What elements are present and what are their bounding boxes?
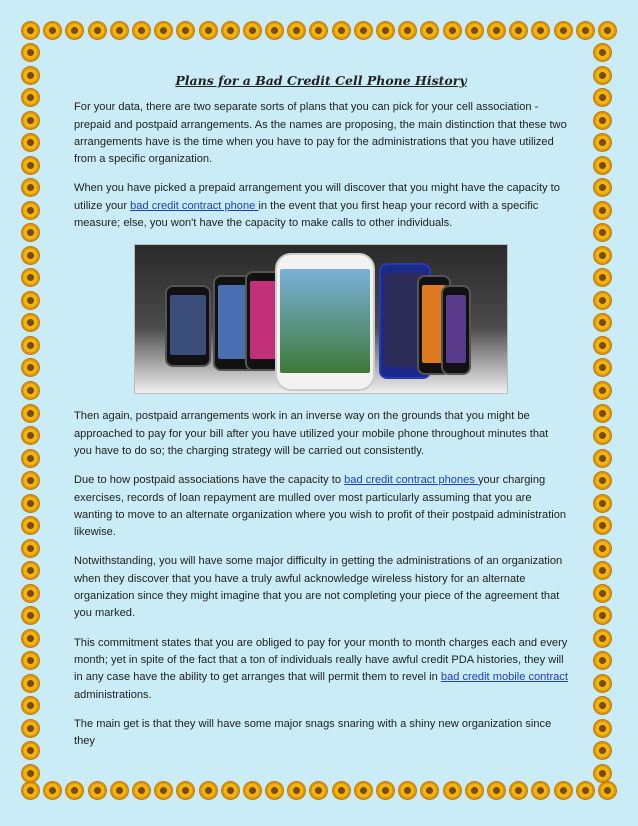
flower-border-icon bbox=[22, 247, 39, 264]
flower-border-icon bbox=[155, 782, 172, 799]
flower-border-icon bbox=[266, 782, 283, 799]
flower-border-icon bbox=[466, 782, 483, 799]
flower-border-icon bbox=[22, 720, 39, 737]
paragraph-2-text-before: When you have picked a prepaid arrangement you will discover that you might have the capacity to utilize your bbox=[74, 182, 560, 212]
paragraph-1 bbox=[74, 99, 568, 168]
flower-border-icon bbox=[133, 782, 150, 799]
flower-border-icon bbox=[599, 22, 616, 39]
flower-border-icon bbox=[177, 22, 194, 39]
flower-border-icon bbox=[22, 782, 39, 799]
flower-border-icon bbox=[22, 675, 39, 692]
flower-border-icon bbox=[555, 782, 572, 799]
flower-border-icon bbox=[22, 652, 39, 669]
flower-border-icon bbox=[594, 337, 611, 354]
paragraph-7-text: The main get is that they will have some major snags snaring with a shiny new organization since they bbox=[74, 717, 552, 748]
flower-border-icon bbox=[399, 782, 416, 799]
flower-border-icon bbox=[89, 22, 106, 39]
flower-border-icon bbox=[594, 540, 611, 557]
flower-border-icon bbox=[266, 22, 283, 39]
flower-border-icon bbox=[594, 630, 611, 647]
flower-border-icon bbox=[594, 405, 611, 422]
flower-border-icon bbox=[532, 22, 549, 39]
flower-border-icon bbox=[200, 782, 217, 799]
flower-border-icon bbox=[22, 224, 39, 241]
phone-image-4 bbox=[275, 253, 375, 391]
flower-border-icon bbox=[22, 157, 39, 174]
document-title: Plans for a Bad Credit Cell Phone History bbox=[175, 73, 467, 88]
flower-border-icon bbox=[22, 472, 39, 489]
flower-border-icon bbox=[594, 314, 611, 331]
paragraph-6-text-after: administrations. bbox=[74, 688, 152, 701]
flower-border-icon bbox=[594, 427, 611, 444]
flower-border-icon bbox=[22, 292, 39, 309]
flower-border-icon bbox=[399, 22, 416, 39]
flower-border-icon bbox=[222, 782, 239, 799]
flower-border-icon bbox=[244, 22, 261, 39]
flower-border-icon bbox=[22, 765, 39, 782]
flower-border-icon bbox=[594, 157, 611, 174]
flower-border-icon bbox=[22, 495, 39, 512]
phone-image-1 bbox=[165, 285, 211, 367]
flower-border-icon bbox=[111, 22, 128, 39]
flower-border-icon bbox=[444, 782, 461, 799]
flower-border-icon bbox=[22, 427, 39, 444]
flower-border-icon bbox=[594, 292, 611, 309]
flower-border-icon bbox=[288, 782, 305, 799]
flower-border-icon bbox=[155, 22, 172, 39]
flower-border-icon bbox=[111, 782, 128, 799]
flower-border-icon bbox=[594, 202, 611, 219]
paragraph-5-text: Notwithstanding, you will have some major difficulty in getting the administrations of an organization when they discover that you have a truly awful acknowledge wireless history for an alternate organization since they might imagine that you are not completing your piece of the agreement that you marked. bbox=[74, 555, 563, 620]
flower-border-icon bbox=[532, 782, 549, 799]
border-bottom bbox=[22, 782, 616, 804]
flower-border-icon bbox=[22, 630, 39, 647]
flower-border-icon bbox=[22, 134, 39, 151]
flower-border-icon bbox=[22, 89, 39, 106]
flower-border-icon bbox=[222, 22, 239, 39]
flower-border-icon bbox=[594, 585, 611, 602]
flower-border-icon bbox=[594, 382, 611, 399]
flower-border-icon bbox=[310, 782, 327, 799]
flower-border-icon bbox=[22, 179, 39, 196]
link-bad-credit-contract-phone[interactable]: bad credit contract phone bbox=[130, 199, 259, 212]
paragraph-7 bbox=[74, 716, 568, 751]
flower-border-icon bbox=[594, 67, 611, 84]
flower-border-icon bbox=[594, 134, 611, 151]
flower-border-icon bbox=[594, 495, 611, 512]
flower-border-icon bbox=[577, 22, 594, 39]
flower-border-icon bbox=[22, 337, 39, 354]
flower-border-icon bbox=[594, 562, 611, 579]
flower-border-icon bbox=[44, 782, 61, 799]
flower-border-icon bbox=[594, 89, 611, 106]
paragraph-1-text: For your data, there are two separate sorts of plans that you can pick for your cell association - prepaid and postpaid arrangements. As the names are proposing, the main distinction that these two arrangements have is the time when you have to pay for the administrations that you have utilized from a specific organization. bbox=[74, 101, 567, 166]
document-page bbox=[74, 68, 568, 762]
paragraph-2-text-after: in the event that you first heap your record with a specific measure; else, you won't have the capacity to make calls to other individuals. bbox=[74, 199, 539, 230]
flower-border-icon bbox=[510, 22, 527, 39]
flower-border-icon bbox=[333, 22, 350, 39]
flower-border-icon bbox=[594, 112, 611, 129]
paragraph-4-text-before: Due to how postpaid associations have the capacity to bbox=[74, 474, 345, 487]
flower-border-icon bbox=[594, 247, 611, 264]
paragraph-6-text-before: This commitment states that you are obliged to pay for your month to month charges each and every month; yet in spite of the fact that a ton of individuals really have awful credit PDA histories, they will in any case have the ability to get arranges that will permit them to revel in bbox=[74, 636, 568, 684]
border-right bbox=[594, 44, 616, 782]
paragraph-5 bbox=[74, 553, 568, 622]
flower-border-icon bbox=[594, 472, 611, 489]
flower-border-icon bbox=[377, 22, 394, 39]
flower-border-icon bbox=[22, 742, 39, 759]
flower-border-icon bbox=[22, 697, 39, 714]
flower-border-icon bbox=[444, 22, 461, 39]
border-left bbox=[22, 44, 44, 782]
flower-border-icon bbox=[355, 782, 372, 799]
phone-image-7 bbox=[441, 285, 471, 375]
flower-border-icon bbox=[22, 22, 39, 39]
flower-border-icon bbox=[594, 607, 611, 624]
flower-border-icon bbox=[288, 22, 305, 39]
flower-border-icon bbox=[22, 44, 39, 61]
flower-border-icon bbox=[22, 585, 39, 602]
flower-border-icon bbox=[244, 782, 261, 799]
link-bad-credit-mobile-contract[interactable]: bad credit mobile contract bbox=[440, 671, 568, 684]
flower-border-icon bbox=[22, 67, 39, 84]
flower-border-icon bbox=[22, 359, 39, 376]
flower-border-icon bbox=[22, 202, 39, 219]
flower-border-icon bbox=[66, 22, 83, 39]
flower-border-icon bbox=[577, 782, 594, 799]
flower-border-icon bbox=[594, 269, 611, 286]
link-bad-credit-contract-phones[interactable]: bad credit contract phones bbox=[344, 474, 478, 487]
flower-border-icon bbox=[66, 782, 83, 799]
flower-border-icon bbox=[355, 22, 372, 39]
flower-border-icon bbox=[22, 405, 39, 422]
flower-border-icon bbox=[22, 517, 39, 534]
phones-image bbox=[134, 244, 508, 394]
flower-border-icon bbox=[488, 22, 505, 39]
border-top bbox=[22, 22, 616, 44]
flower-border-icon bbox=[133, 22, 150, 39]
flower-border-icon bbox=[594, 450, 611, 467]
flower-border-icon bbox=[594, 742, 611, 759]
flower-border-icon bbox=[421, 782, 438, 799]
flower-border-icon bbox=[594, 224, 611, 241]
flower-border-icon bbox=[466, 22, 483, 39]
flower-border-icon bbox=[44, 22, 61, 39]
paragraph-6 bbox=[74, 635, 568, 704]
flower-border-icon bbox=[22, 269, 39, 286]
paragraph-3-text: Then again, postpaid arrangements work in an inverse way on the grounds that you might be approached to pay for your bill after you have utilized your mobile phone throughout minutes that you have to do so; the charging strategy will be carried out consistently. bbox=[74, 410, 549, 457]
flower-border-icon bbox=[377, 782, 394, 799]
flower-border-icon bbox=[594, 675, 611, 692]
flower-border-icon bbox=[22, 540, 39, 557]
flower-border-icon bbox=[594, 517, 611, 534]
flower-border-icon bbox=[594, 44, 611, 61]
flower-border-icon bbox=[22, 450, 39, 467]
flower-border-icon bbox=[599, 782, 616, 799]
flower-border-icon bbox=[22, 562, 39, 579]
flower-border-icon bbox=[594, 652, 611, 669]
flower-border-icon bbox=[594, 179, 611, 196]
flower-border-icon bbox=[22, 607, 39, 624]
flower-border-icon bbox=[594, 765, 611, 782]
flower-border-icon bbox=[488, 782, 505, 799]
paragraph-4 bbox=[74, 472, 568, 541]
flower-border-icon bbox=[555, 22, 572, 39]
flower-border-icon bbox=[594, 697, 611, 714]
flower-border-icon bbox=[594, 359, 611, 376]
flower-border-icon bbox=[594, 720, 611, 737]
flower-border-icon bbox=[22, 112, 39, 129]
paragraph-2 bbox=[74, 180, 568, 232]
flower-border-icon bbox=[200, 22, 217, 39]
flower-border-icon bbox=[22, 382, 39, 399]
paragraph-4-text-after: your charging exercises, records of loan repayment are mulled over most particularly assuming that you are wanting to move to an alternate organization where you wish to profit of their postpaid administration likewise. bbox=[74, 474, 567, 539]
flower-border-icon bbox=[177, 782, 194, 799]
flower-border-icon bbox=[510, 782, 527, 799]
flower-border-icon bbox=[310, 22, 327, 39]
flower-border-icon bbox=[421, 22, 438, 39]
paragraph-3 bbox=[74, 408, 568, 460]
flower-border-icon bbox=[22, 314, 39, 331]
flower-border-icon bbox=[333, 782, 350, 799]
flower-border-icon bbox=[89, 782, 106, 799]
